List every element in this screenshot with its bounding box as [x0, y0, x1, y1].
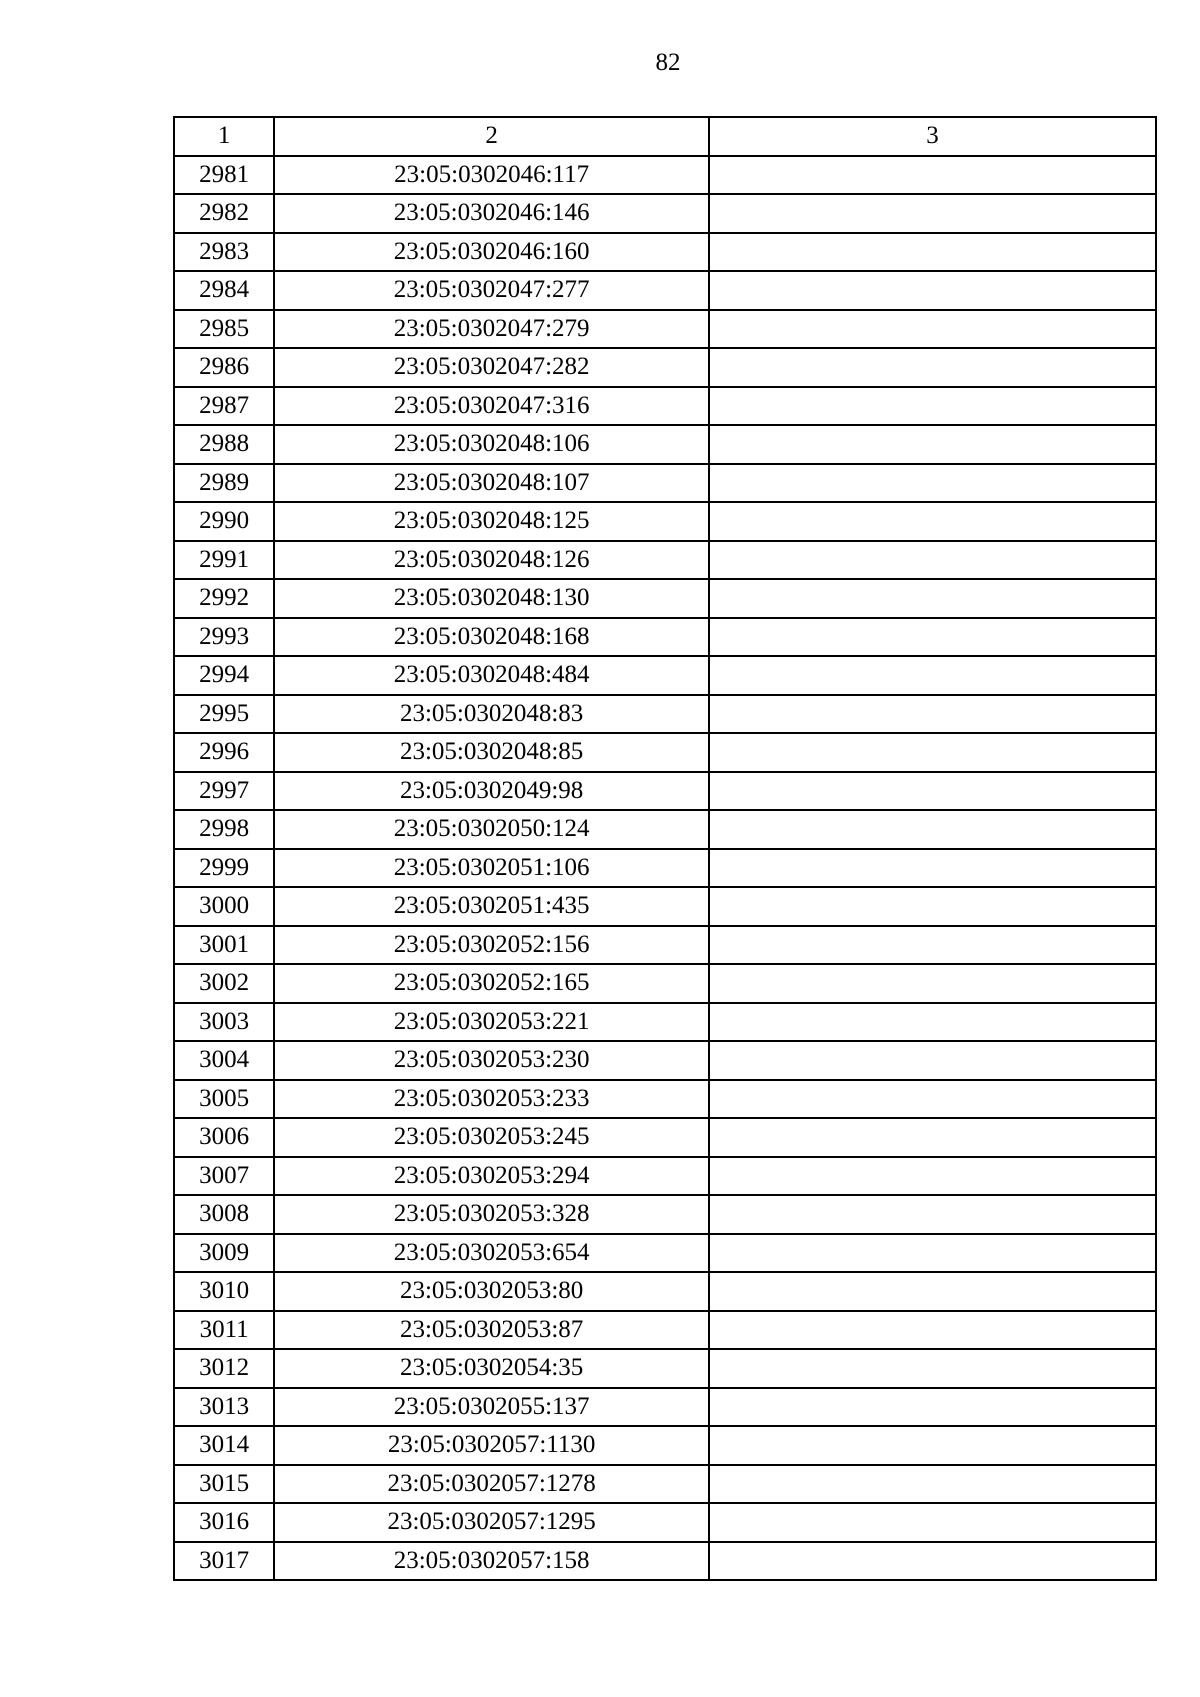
- table-row: [174, 156, 1156, 195]
- note-cell: [709, 1272, 1156, 1311]
- row-number-cell: 2996: [174, 733, 274, 772]
- table-row: [174, 1003, 1156, 1042]
- table-row: [174, 1041, 1156, 1080]
- note-cell: [709, 271, 1156, 310]
- cadastral-number-cell: 23:05:0302057:1130: [274, 1426, 709, 1465]
- note-cell: [709, 348, 1156, 387]
- note-cell: [709, 233, 1156, 272]
- cadastral-number-cell: 23:05:0302048:83: [274, 695, 709, 734]
- cadastral-number-cell: 23:05:0302048:107: [274, 464, 709, 503]
- note-cell: [709, 425, 1156, 464]
- note-cell: [709, 1234, 1156, 1273]
- table-row: [174, 926, 1156, 965]
- cadastral-number-cell: 23:05:0302048:130: [274, 579, 709, 618]
- table-row: [174, 1465, 1156, 1504]
- table-row: [174, 233, 1156, 272]
- cadastral-number-cell: 23:05:0302047:277: [274, 271, 709, 310]
- note-cell: [709, 156, 1156, 195]
- note-cell: [709, 387, 1156, 426]
- table-row: [174, 1311, 1156, 1350]
- table-row: [174, 887, 1156, 926]
- row-number-cell: 3017: [174, 1542, 274, 1581]
- table-row: [174, 695, 1156, 734]
- row-number-cell: 3008: [174, 1195, 274, 1234]
- table-row: [174, 849, 1156, 888]
- cadastral-number-cell: 23:05:0302053:294: [274, 1157, 709, 1196]
- table-row: [174, 656, 1156, 695]
- cadastral-number-cell: 23:05:0302054:35: [274, 1349, 709, 1388]
- row-number-cell: 2998: [174, 810, 274, 849]
- note-cell: [709, 695, 1156, 734]
- note-cell: [709, 1503, 1156, 1542]
- table-row: [174, 1388, 1156, 1427]
- row-number-cell: 2995: [174, 695, 274, 734]
- note-cell: [709, 1003, 1156, 1042]
- note-cell: [709, 1465, 1156, 1504]
- cadastral-number-cell: 23:05:0302048:125: [274, 502, 709, 541]
- header-cell-col2: 2: [274, 117, 709, 156]
- cadastral-number-cell: 23:05:0302053:328: [274, 1195, 709, 1234]
- cadastral-number-cell: 23:05:0302057:1295: [274, 1503, 709, 1542]
- row-number-cell: 3003: [174, 1003, 274, 1042]
- note-cell: [709, 464, 1156, 503]
- note-cell: [709, 772, 1156, 811]
- table-row: [174, 618, 1156, 657]
- note-cell: [709, 1311, 1156, 1350]
- cadastral-number-cell: 23:05:0302046:117: [274, 156, 709, 195]
- row-number-cell: 2985: [174, 310, 274, 349]
- note-cell: [709, 964, 1156, 1003]
- cadastral-number-cell: 23:05:0302048:126: [274, 541, 709, 580]
- table-row: [174, 810, 1156, 849]
- note-cell: [709, 810, 1156, 849]
- table-row: [174, 1503, 1156, 1542]
- cadastral-number-cell: 23:05:0302046:146: [274, 194, 709, 233]
- row-number-cell: 2988: [174, 425, 274, 464]
- cadastral-number-cell: 23:05:0302049:98: [274, 772, 709, 811]
- row-number-cell: 3014: [174, 1426, 274, 1465]
- cadastral-number-cell: 23:05:0302048:168: [274, 618, 709, 657]
- cadastral-number-cell: 23:05:0302051:106: [274, 849, 709, 888]
- note-cell: [709, 1118, 1156, 1157]
- data-table: [173, 116, 1157, 1581]
- row-number-cell: 3006: [174, 1118, 274, 1157]
- cadastral-number-cell: 23:05:0302047:316: [274, 387, 709, 426]
- row-number-cell: 2986: [174, 348, 274, 387]
- page-number: 82: [655, 49, 681, 76]
- row-number-cell: 2987: [174, 387, 274, 426]
- table-row: [174, 1542, 1156, 1581]
- cadastral-number-cell: 23:05:0302053:245: [274, 1118, 709, 1157]
- cadastral-number-cell: 23:05:0302047:282: [274, 348, 709, 387]
- cadastral-number-cell: 23:05:0302057:1278: [274, 1465, 709, 1504]
- table-row: [174, 425, 1156, 464]
- row-number-cell: 3016: [174, 1503, 274, 1542]
- cadastral-number-cell: 23:05:0302053:87: [274, 1311, 709, 1350]
- table-row: [174, 1118, 1156, 1157]
- cadastral-number-cell: 23:05:0302053:221: [274, 1003, 709, 1042]
- note-cell: [709, 926, 1156, 965]
- note-cell: [709, 1542, 1156, 1581]
- cadastral-number-cell: 23:05:0302047:279: [274, 310, 709, 349]
- cadastral-number-cell: 23:05:0302048:85: [274, 733, 709, 772]
- header-cell-col1: 1: [174, 117, 274, 156]
- cadastral-number-cell: 23:05:0302057:158: [274, 1542, 709, 1581]
- cadastral-number-cell: 23:05:0302052:156: [274, 926, 709, 965]
- table-row: [174, 1272, 1156, 1311]
- table-row: [174, 1234, 1156, 1273]
- table-header-row: [174, 117, 1156, 156]
- table-row: [174, 579, 1156, 618]
- note-cell: [709, 579, 1156, 618]
- row-number-cell: 2989: [174, 464, 274, 503]
- row-number-cell: 2997: [174, 772, 274, 811]
- table-row: [174, 964, 1156, 1003]
- note-cell: [709, 887, 1156, 926]
- row-number-cell: 3005: [174, 1080, 274, 1119]
- note-cell: [709, 310, 1156, 349]
- row-number-cell: 3004: [174, 1041, 274, 1080]
- note-cell: [709, 733, 1156, 772]
- note-cell: [709, 1041, 1156, 1080]
- row-number-cell: 3013: [174, 1388, 274, 1427]
- cadastral-number-cell: 23:05:0302050:124: [274, 810, 709, 849]
- table-row: [174, 387, 1156, 426]
- row-number-cell: 2992: [174, 579, 274, 618]
- row-number-cell: 2983: [174, 233, 274, 272]
- table-row: [174, 772, 1156, 811]
- table-row: [174, 733, 1156, 772]
- table-row: [174, 502, 1156, 541]
- note-cell: [709, 849, 1156, 888]
- table-row: [174, 348, 1156, 387]
- cadastral-number-cell: 23:05:0302051:435: [274, 887, 709, 926]
- note-cell: [709, 194, 1156, 233]
- row-number-cell: 3012: [174, 1349, 274, 1388]
- cadastral-number-cell: 23:05:0302053:233: [274, 1080, 709, 1119]
- cadastral-number-cell: 23:05:0302055:137: [274, 1388, 709, 1427]
- note-cell: [709, 618, 1156, 657]
- row-number-cell: 3002: [174, 964, 274, 1003]
- row-number-cell: 2993: [174, 618, 274, 657]
- row-number-cell: 2981: [174, 156, 274, 195]
- row-number-cell: 3015: [174, 1465, 274, 1504]
- note-cell: [709, 1426, 1156, 1465]
- row-number-cell: 2990: [174, 502, 274, 541]
- cadastral-number-cell: 23:05:0302053:80: [274, 1272, 709, 1311]
- table-row: [174, 1426, 1156, 1465]
- note-cell: [709, 1080, 1156, 1119]
- row-number-cell: 2994: [174, 656, 274, 695]
- row-number-cell: 2999: [174, 849, 274, 888]
- note-cell: [709, 541, 1156, 580]
- row-number-cell: 3010: [174, 1272, 274, 1311]
- table-row: [174, 194, 1156, 233]
- row-number-cell: 3001: [174, 926, 274, 965]
- note-cell: [709, 502, 1156, 541]
- table-row: [174, 1157, 1156, 1196]
- cadastral-number-cell: 23:05:0302046:160: [274, 233, 709, 272]
- note-cell: [709, 1349, 1156, 1388]
- table-row: [174, 271, 1156, 310]
- note-cell: [709, 656, 1156, 695]
- cadastral-number-cell: 23:05:0302048:106: [274, 425, 709, 464]
- header-cell-col3: 3: [709, 117, 1156, 156]
- table-row: [174, 1080, 1156, 1119]
- row-number-cell: 3009: [174, 1234, 274, 1273]
- row-number-cell: 3011: [174, 1311, 274, 1350]
- row-number-cell: 2984: [174, 271, 274, 310]
- cadastral-number-cell: 23:05:0302048:484: [274, 656, 709, 695]
- table-row: [174, 1349, 1156, 1388]
- table-body: [174, 117, 1156, 1580]
- row-number-cell: 2982: [174, 194, 274, 233]
- cadastral-number-cell: 23:05:0302053:654: [274, 1234, 709, 1273]
- cadastral-number-cell: 23:05:0302052:165: [274, 964, 709, 1003]
- table-row: [174, 541, 1156, 580]
- cadastral-number-cell: 23:05:0302053:230: [274, 1041, 709, 1080]
- table-row: [174, 310, 1156, 349]
- note-cell: [709, 1157, 1156, 1196]
- table-row: [174, 464, 1156, 503]
- row-number-cell: 3007: [174, 1157, 274, 1196]
- note-cell: [709, 1388, 1156, 1427]
- row-number-cell: 2991: [174, 541, 274, 580]
- table-row: [174, 1195, 1156, 1234]
- note-cell: [709, 1195, 1156, 1234]
- row-number-cell: 3000: [174, 887, 274, 926]
